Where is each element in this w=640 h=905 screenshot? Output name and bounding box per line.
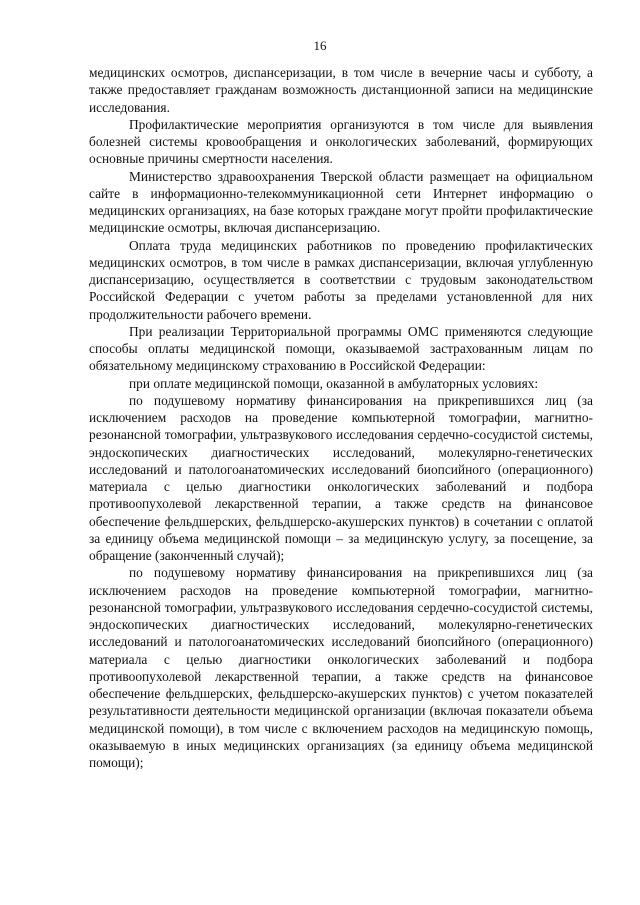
paragraph-ministry-website: Министерство здравоохранения Тверской области размещает на официальном сайте в информационно-телекоммуникационной сети Интернет информацию о медицинских организациях, на базе которых граждане могут пройти профилактические медицинские осмотры, включая диспансеризацию. — [89, 168, 593, 236]
paragraph-per-capita-1: по подушевому нормативу финансирования на прикрепившихся лиц (за исключением расходов на проведение компьютерной томографии, магнитно-резонансной томографии, ультразвукового исследования сердечно-сосудистой системы, эндоскопических диагностических исследований, молекулярно-генетических исследований и патологоанатомических исследований биопсийного (операционного) материала с целью диагностики онкологических заболеваний и подбора противоопухолевой лекарственной терапии, а также средств на финансовое обеспечение фельдшерских, фельдшерско-акушерских пунктов) в сочетании с оплатой за единицу объема медицинской помощи – за медицинскую услугу, за посещение, за обращение (законченный случай); — [89, 392, 593, 563]
paragraph-outpatient: при оплате медицинской помощи, оказанной в амбулаторных условиях: — [129, 375, 539, 391]
paragraph-payment-methods: При реализации Территориальной программы ОМС применяются следующие способы оплаты медицинской помощи, оказываемой застрахованным лицам по обязательному медицинскому страхованию в Российской Федерации: — [89, 323, 593, 374]
document-body — [89, 64, 593, 771]
paragraph-preventive-measures: Профилактические мероприятия организуются в том числе для выявления болезней системы кровообращения и онкологических заболеваний, формирующих основные причины смертности населения. — [89, 116, 593, 167]
page-number: 16 — [313, 38, 327, 53]
paragraph-continuation: медицинских осмотров, диспансеризации, в том числе в вечерние часы и субботу, а также предоставляет гражданам возможность дистанционной записи на медицинские исследования. — [89, 65, 593, 115]
paragraph-per-capita-2: по подушевому нормативу финансирования на прикрепившихся лиц (за исключением расходов на проведение компьютерной томографии, магнитно-резонансной томографии, ультразвукового исследования сердечно-сосудистой системы, эндоскопических диагностических исследований, молекулярно-генетических исследований и патологоанатомических исследований биопсийного (операционного) материала с целью диагностики онкологических заболеваний и подбора противоопухолевой лекарственной терапии, а также средств на финансовое обеспечение фельдшерских, фельдшерско-акушерских пунктов) с учетом показателей результативности деятельности медицинской организации (включая показатели объема медицинской помощи), в том числе с включением расходов на медицинскую помощь, оказываемую в иных медицинских организациях (за единицу объема медицинской помощи); — [89, 565, 593, 770]
paragraph-staff-payment: Оплата труда медицинских работников по проведению профилактических медицинских осмотров, в том числе в рамках диспансеризации, включая углубленную диспансеризацию, осуществляется в соответствии с трудовым законодательством Российской Федерации с учетом работы за пределами установленной для них продолжительности рабочего времени. — [89, 237, 593, 322]
